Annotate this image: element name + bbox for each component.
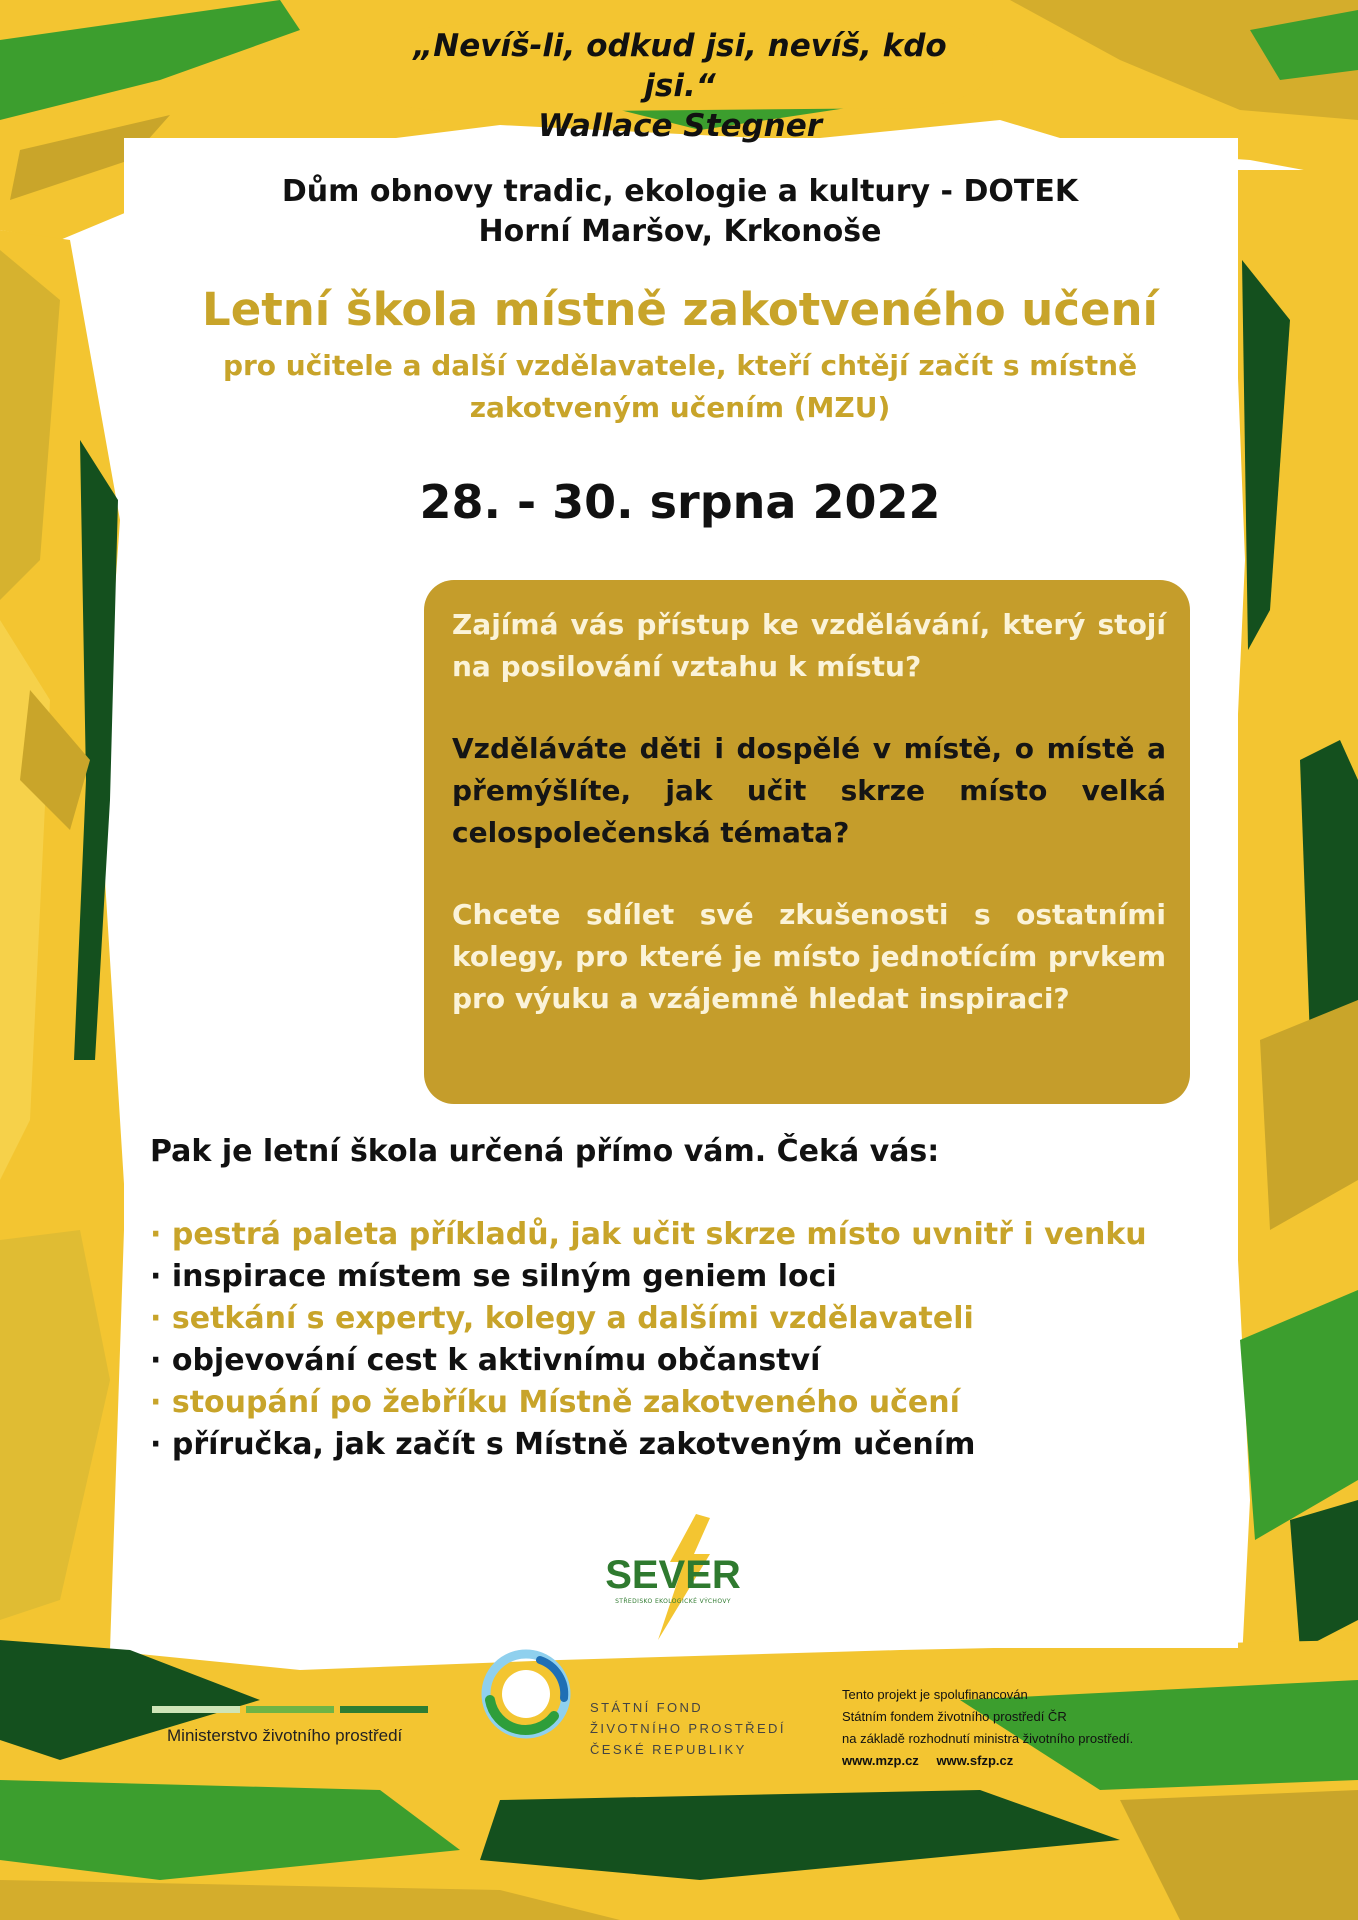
organizer-block [180,172,1180,252]
sfzp-line2: ŽIVOTNÍHO PROSTŘEDÍ [590,1721,786,1736]
list-item: · objevování cest k aktivnímu občanství [150,1343,821,1378]
list-item: · stoupání po žebříku Místně zakotveného učení [150,1385,960,1420]
question-3: Chcete sdílet své zkušenosti s ostatními kolegy, pro které je místo jednotícím prvkem pro výuku a vzájemně hledat inspiraci? [452,898,1166,1015]
mzp-logo-bars [152,1706,430,1713]
funding-links [842,1750,1133,1772]
funding-line1: Tento projekt je spolufinancován [842,1687,1028,1702]
list-item: · příručka, jak začít s Místně zakotveným učením [150,1427,976,1462]
list-item: · setkání s experty, kolegy a dalšími vzdělavateli [150,1301,974,1336]
event-subtitle [150,345,1210,429]
sfzp-logo-text [590,1697,786,1760]
funding-line2: Státním fondem životního prostředí ČR [842,1709,1067,1724]
list-item: · inspirace místem se silným geniem loci [150,1259,837,1294]
sfzp-circle-icon [480,1648,572,1740]
sever-logo-word: SEVER [605,1553,741,1597]
question-2: Vzděláváte děti i dospělé v místě, o místě a přemýšlíte, jak učit skrze místo velká celospolečenská témata? [452,732,1166,849]
sfzp-line1: STÁTNÍ FOND [590,1700,704,1715]
benefits-lead: Pak je letní škola určená přímo vám. Čeká vás: [150,1134,940,1169]
benefits-list [150,1214,1250,1466]
funding-note [842,1684,1133,1772]
event-date: 28. - 30. srpna 2022 [419,475,941,529]
motto-quote [400,26,960,146]
funding-line3: na základě rozhodnutí ministra životního prostředí. [842,1731,1134,1746]
quote-text: „Nevíš-li, odkud jsi, nevíš, kdo jsi.“ [413,28,947,104]
sever-logo-tagline: STŘEDISKO EKOLOGICKÉ VÝCHOVY [615,1598,731,1605]
questions-callout [424,580,1190,1104]
list-item: · pestrá paleta příkladů, jak učit skrze místo uvnitř i venku [150,1217,1147,1252]
event-title: Letní škola místně zakotveného učení [202,283,1158,336]
quote-author: Wallace Stegner [537,108,823,144]
question-1: Zajímá vás přístup ke vzdělávání, který stojí na posilování vztahu k místu? [452,608,1166,683]
event-subtitle-line1: pro učitele a další vzdělavatele, kteří chtějí začít s místně [222,349,1138,382]
organizer-name: Dům obnovy tradic, ekologie a kultury - DOTEK [281,174,1079,209]
link-sfzp[interactable]: www.sfzp.cz [936,1753,1014,1768]
mzp-logo-name: Ministerstvo životního prostředí [167,1726,403,1745]
event-subtitle-line2: zakotveným učením (MZU) [469,391,891,424]
sfzp-line3: ČESKÉ REPUBLIKY [590,1742,747,1757]
link-mzp[interactable]: www.mzp.cz [842,1753,919,1768]
organizer-location: Horní Maršov, Krkonoše [478,214,882,249]
